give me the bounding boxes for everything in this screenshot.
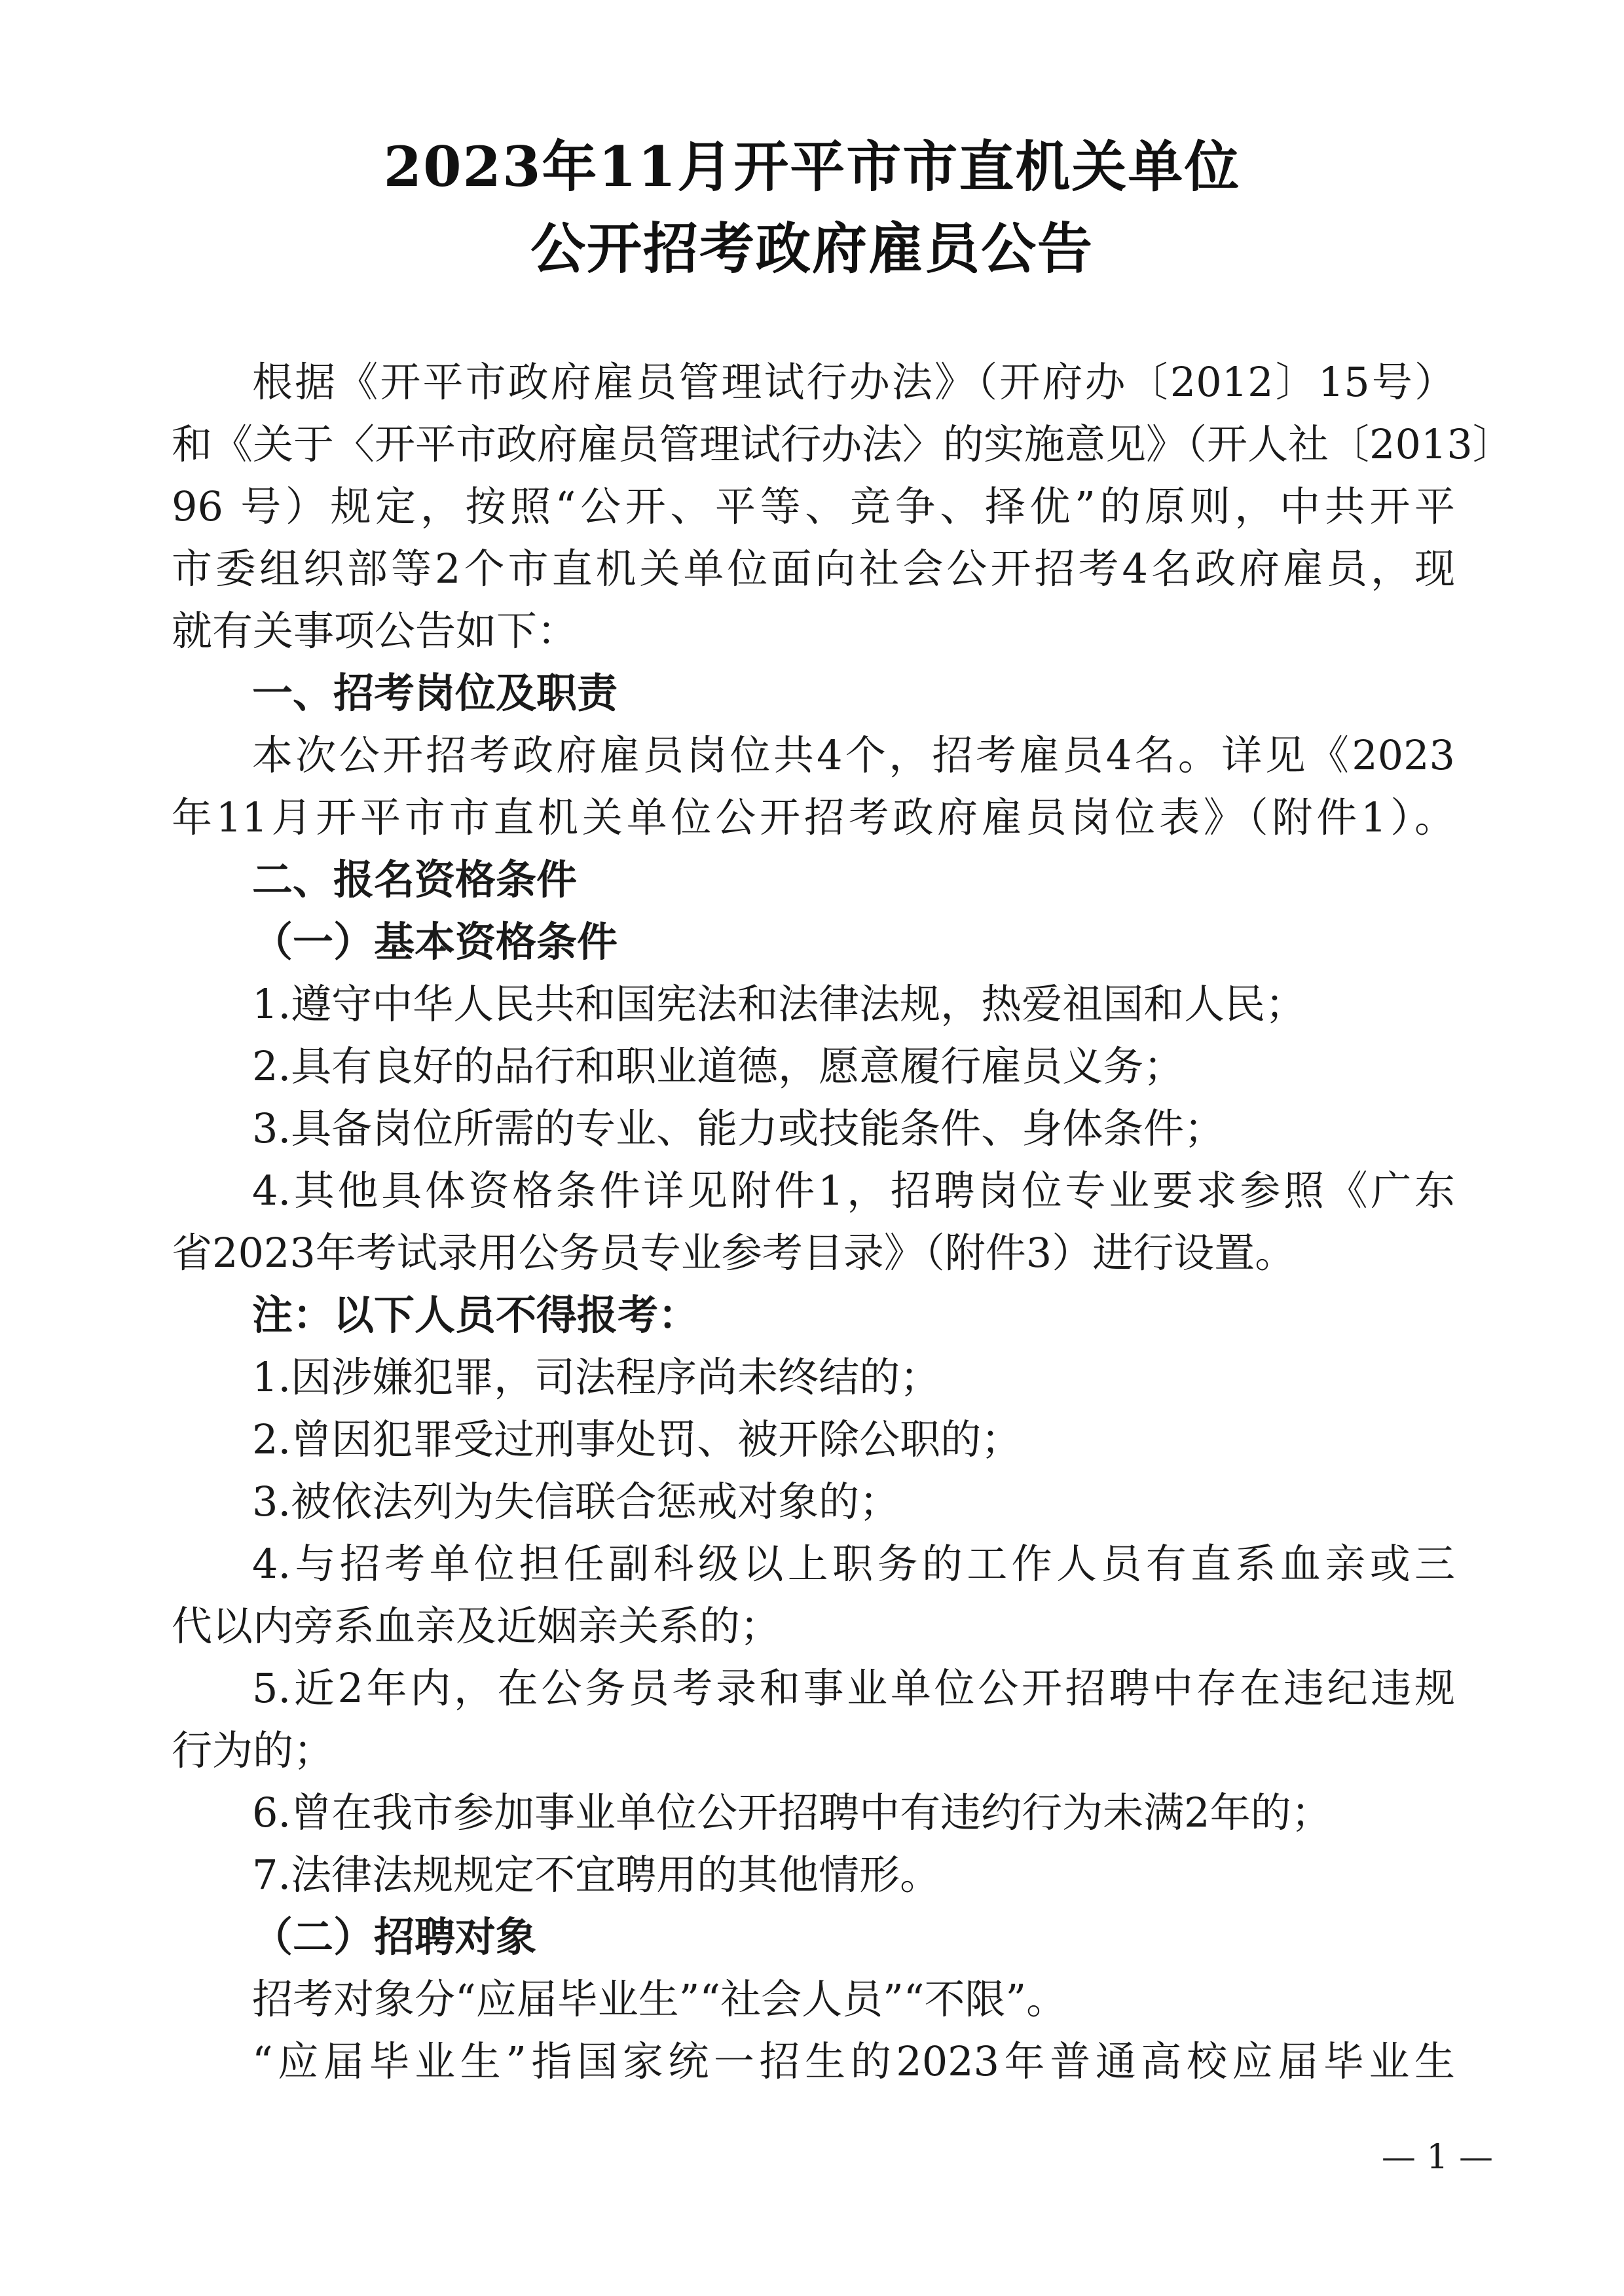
list-item: 5.近2年内，在公务员考录和事业单位公开招聘中存在违纪违规 [252, 1664, 1455, 1712]
document-title-line-2: 公开招考政府雇员公告 [530, 216, 1094, 281]
paragraph-line: 招考对象分“应届毕业生”“社会人员”“不限”。 [252, 1975, 1067, 2023]
list-item: 2.具有良好的品行和职业道德，愿意履行雇员义务； [252, 1042, 1185, 1090]
list-item: 3.具备岗位所需的专业、能力或技能条件、身体条件； [252, 1104, 1225, 1152]
paragraph-line: 96 号）规定，按照“公开、平等、竞争、择优”的原则，中共开平 [172, 483, 1455, 530]
paragraph-line: 就有关事项公告如下： [172, 607, 578, 655]
paragraph-line: 和《关于〈开平市政府雇员管理试行办法〉的实施意见》（开人社〔2013〕 [172, 420, 1513, 468]
list-item-continuation: 省2023年考试录用公务员专业参考目录》（附件3）进行设置。 [172, 1229, 1296, 1277]
page-number: — 1 — [1381, 2138, 1493, 2177]
section-heading: 一、招考岗位及职责 [252, 669, 618, 717]
paragraph-line: 本次公开招考政府雇员岗位共4个，招考雇员4名。详见《2023 [252, 731, 1455, 779]
list-item: 1.因涉嫌犯罪，司法程序尚未终结的； [252, 1353, 941, 1401]
document-title-line-1: 2023年11月开平市市直机关单位 [383, 134, 1241, 199]
list-item: 7.法律法规规定不宜聘用的其他情形。 [252, 1851, 941, 1899]
list-item-continuation: 行为的； [172, 1726, 335, 1774]
section-heading: 二、报名资格条件 [252, 856, 578, 903]
list-item: 4.其他具体资格条件详见附件1，招聘岗位专业要求参照《广东 [252, 1167, 1455, 1214]
list-item: 6.曾在我市参加事业单位公开招聘中有违约行为未满2年的； [252, 1789, 1332, 1836]
list-item: 1.遵守中华人民共和国宪法和法律法规，热爱祖国和人民； [252, 980, 1306, 1028]
note-heading: 注：以下人员不得报考： [252, 1291, 699, 1339]
paragraph-line: 根据《开平市政府雇员管理试行办法》（开府办〔2012〕15号） [252, 358, 1455, 406]
paragraph-line: 市委组织部等2个市直机关单位面向社会公开招考4名政府雇员，现 [172, 545, 1455, 592]
list-item: 4.与招考单位担任副科级以上职务的工作人员有直系血亲或三 [252, 1540, 1455, 1588]
paragraph-line: 年11月开平市市直机关单位公开招考政府雇员岗位表》（附件1）。 [172, 793, 1455, 841]
subsection-heading: （一）基本资格条件 [252, 918, 618, 966]
paragraph-line: “应届毕业生”指国家统一招生的2023年普通高校应届毕业生 [252, 2037, 1455, 2085]
list-item: 2.曾因犯罪受过刑事处罚、被开除公职的； [252, 1415, 1022, 1463]
list-item-continuation: 代以内旁系血亲及近姻亲关系的； [172, 1602, 781, 1650]
list-item: 3.被依法列为失信联合惩戒对象的； [252, 1478, 900, 1525]
subsection-heading: （二）招聘对象 [252, 1913, 537, 1961]
